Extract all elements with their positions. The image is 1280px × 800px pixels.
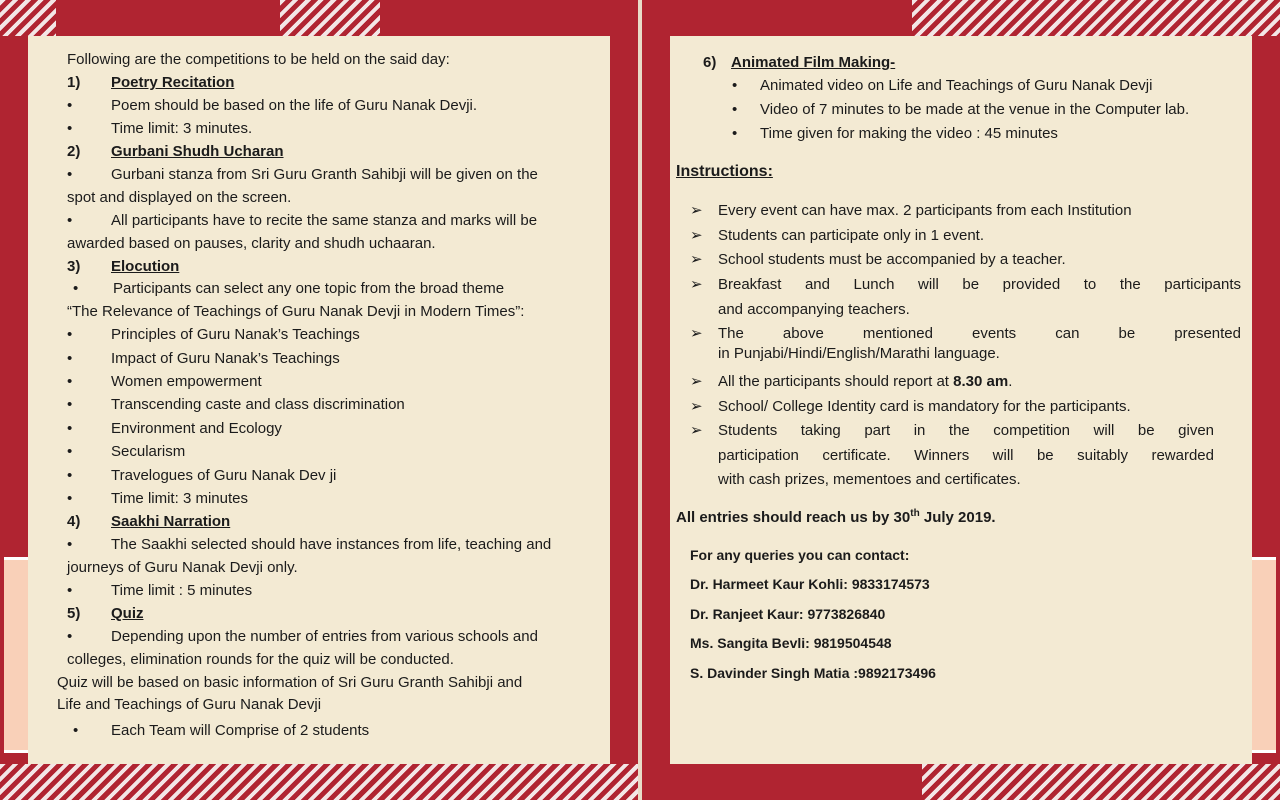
section-number: 2) — [67, 143, 81, 160]
list-item-cont: spot and displayed on the screen. — [67, 189, 292, 206]
list-item: Video of 7 minutes to be made at the venue in the Computer lab. — [760, 101, 1190, 118]
list-item: Gurbani stanza from Sri Guru Granth Sahibji will be given on the — [111, 166, 538, 183]
list-item: Participants can select any one topic from the broad theme — [113, 280, 505, 297]
bullet: • — [67, 97, 73, 114]
bullet: • — [67, 420, 73, 437]
section-number: 5) — [67, 605, 81, 622]
topic-item: Secularism — [111, 443, 186, 460]
instruction-item-cont: in Punjabi/Hindi/English/Marathi language. — [718, 345, 1000, 362]
arrow-bullet-icon: ➢ — [690, 227, 703, 244]
section-title-poetry: Poetry Recitation — [111, 74, 235, 91]
bullet: • — [732, 125, 738, 142]
arrow-bullet-icon: ➢ — [690, 276, 703, 293]
section-title-saakhi: Saakhi Narration — [111, 513, 231, 530]
right-panel — [670, 36, 1252, 764]
bullet: • — [73, 722, 79, 739]
instruction-item-cont: and accompanying teachers. — [718, 301, 910, 318]
top-stripes — [280, 0, 380, 36]
instruction-text: All the participants should report at — [718, 373, 954, 390]
list-item: Poem should be based on the life of Guru Nanak Devji. — [111, 97, 478, 114]
section-number: 3) — [67, 258, 81, 275]
list-item: The Saakhi selected should have instances from life, teaching and — [111, 536, 552, 553]
section-title-elocution: Elocution — [111, 258, 180, 275]
bullet: • — [67, 120, 73, 137]
section-title-animated-film: Animated Film Making- — [731, 54, 896, 71]
list-item-cont: colleges, elimination rounds for the quiz will be conducted. — [67, 651, 454, 668]
right-page — [642, 0, 1280, 800]
contact-item: Ms. Sangita Bevli: 9819504548 — [690, 635, 892, 651]
arrow-bullet-icon: ➢ — [690, 251, 703, 268]
bullet: • — [67, 628, 73, 645]
instruction-item: Students can participate only in 1 event. — [718, 227, 985, 244]
contact-item: Dr. Harmeet Kaur Kohli: 9833174573 — [690, 576, 930, 592]
left-panel — [28, 36, 610, 764]
bullet: • — [67, 490, 73, 507]
list-item-cont: awarded based on pauses, clarity and shudh uchaaran. — [67, 235, 436, 252]
arrow-bullet-icon: ➢ — [690, 202, 703, 219]
topic-item: Principles of Guru Nanak’s Teachings — [111, 326, 360, 343]
list-item-cont: journeys of Guru Nanak Devji only. — [67, 559, 298, 576]
top-stripes — [912, 0, 1280, 36]
section-number: 4) — [67, 513, 81, 530]
instruction-item: Breakfast and Lunch will be provided to the participants — [718, 276, 1241, 293]
instruction-item: Students taking part in the competition will be given — [718, 422, 1214, 439]
instruction-text: . — [1008, 373, 1013, 390]
instruction-item: The above mentioned events can be presented — [718, 325, 1241, 342]
topic-item: Travelogues of Guru Nanak Dev ji — [111, 467, 337, 484]
report-time: 8.30 am — [953, 373, 1009, 390]
left-page — [0, 0, 638, 800]
bullet: • — [67, 396, 73, 413]
list-item: Depending upon the number of entries from various schools and — [111, 628, 538, 645]
bullet: • — [67, 326, 73, 343]
deadline-pre: All entries should reach us by 30 — [676, 509, 911, 526]
quiz-paragraph: Quiz will be based on basic information of Sri Guru Granth Sahibji and — [57, 674, 523, 691]
section-number: 1) — [67, 74, 81, 91]
bullet: • — [67, 443, 73, 460]
bullet: • — [67, 212, 73, 229]
theme-text: “The Relevance of Teachings of Guru Nanak Devji in Modern Times”: — [67, 303, 525, 320]
intro-text: Following are the competitions to be held on the said day: — [67, 51, 450, 68]
topic-item: Impact of Guru Nanak’s Teachings — [111, 350, 340, 367]
topic-item: Environment and Ecology — [111, 420, 282, 437]
bullet: • — [732, 77, 738, 94]
list-item: Time limit: 3 minutes. — [111, 120, 253, 137]
bullet: • — [67, 467, 73, 484]
bottom-stripes — [922, 764, 1280, 800]
list-item: Animated video on Life and Teachings of Guru Nanak Devji — [760, 77, 1153, 94]
topic-item: Women empowerment — [111, 373, 262, 390]
section-number: 6) — [703, 54, 717, 71]
instruction-item — [718, 373, 1012, 391]
arrow-bullet-icon: ➢ — [690, 422, 703, 439]
deadline-text — [676, 509, 996, 527]
list-item: Time limit : 5 minutes — [111, 582, 253, 599]
deadline-sup: th — [910, 508, 920, 519]
top-stripes — [0, 0, 56, 36]
arrow-bullet-icon: ➢ — [690, 373, 703, 390]
topic-item: Transcending caste and class discrimination — [111, 396, 405, 413]
contact-heading: For any queries you can contact: — [690, 547, 910, 563]
bullet: • — [67, 166, 73, 183]
bullet: • — [67, 536, 73, 553]
instruction-item-cont: with cash prizes, mementoes and certificates. — [718, 471, 1021, 488]
arrow-bullet-icon: ➢ — [690, 325, 703, 342]
quiz-paragraph: Life and Teachings of Guru Nanak Devji — [57, 696, 322, 713]
bullet: • — [67, 582, 73, 599]
instruction-item: School/ College Identity card is mandatory for the participants. — [718, 398, 1131, 415]
arrow-bullet-icon: ➢ — [690, 398, 703, 415]
deadline-post: July 2019. — [919, 509, 996, 526]
bullet: • — [67, 373, 73, 390]
list-item: Time given for making the video : 45 minutes — [760, 125, 1058, 142]
instruction-item: Every event can have max. 2 participants from each Institution — [718, 202, 1132, 219]
section-title-quiz: Quiz — [111, 605, 144, 622]
instructions-heading: Instructions: — [676, 163, 773, 180]
bullet: • — [73, 280, 79, 297]
instruction-item-cont: participation certificate. Winners will be suitably rewarded — [718, 447, 1214, 464]
contact-item: Dr. Ranjeet Kaur: 9773826840 — [690, 606, 886, 622]
section-title-gurbani: Gurbani Shudh Ucharan — [111, 143, 284, 160]
list-item: All participants have to recite the same stanza and marks will be — [111, 212, 538, 229]
contact-item: S. Davinder Singh Matia :9892173496 — [690, 665, 936, 681]
topic-item: Time limit: 3 minutes — [111, 490, 248, 507]
bullet: • — [67, 350, 73, 367]
list-item: Each Team will Comprise of 2 students — [111, 722, 370, 739]
bottom-stripes — [0, 764, 638, 800]
bullet: • — [732, 101, 738, 118]
instruction-item: School students must be accompanied by a teacher. — [718, 251, 1066, 268]
